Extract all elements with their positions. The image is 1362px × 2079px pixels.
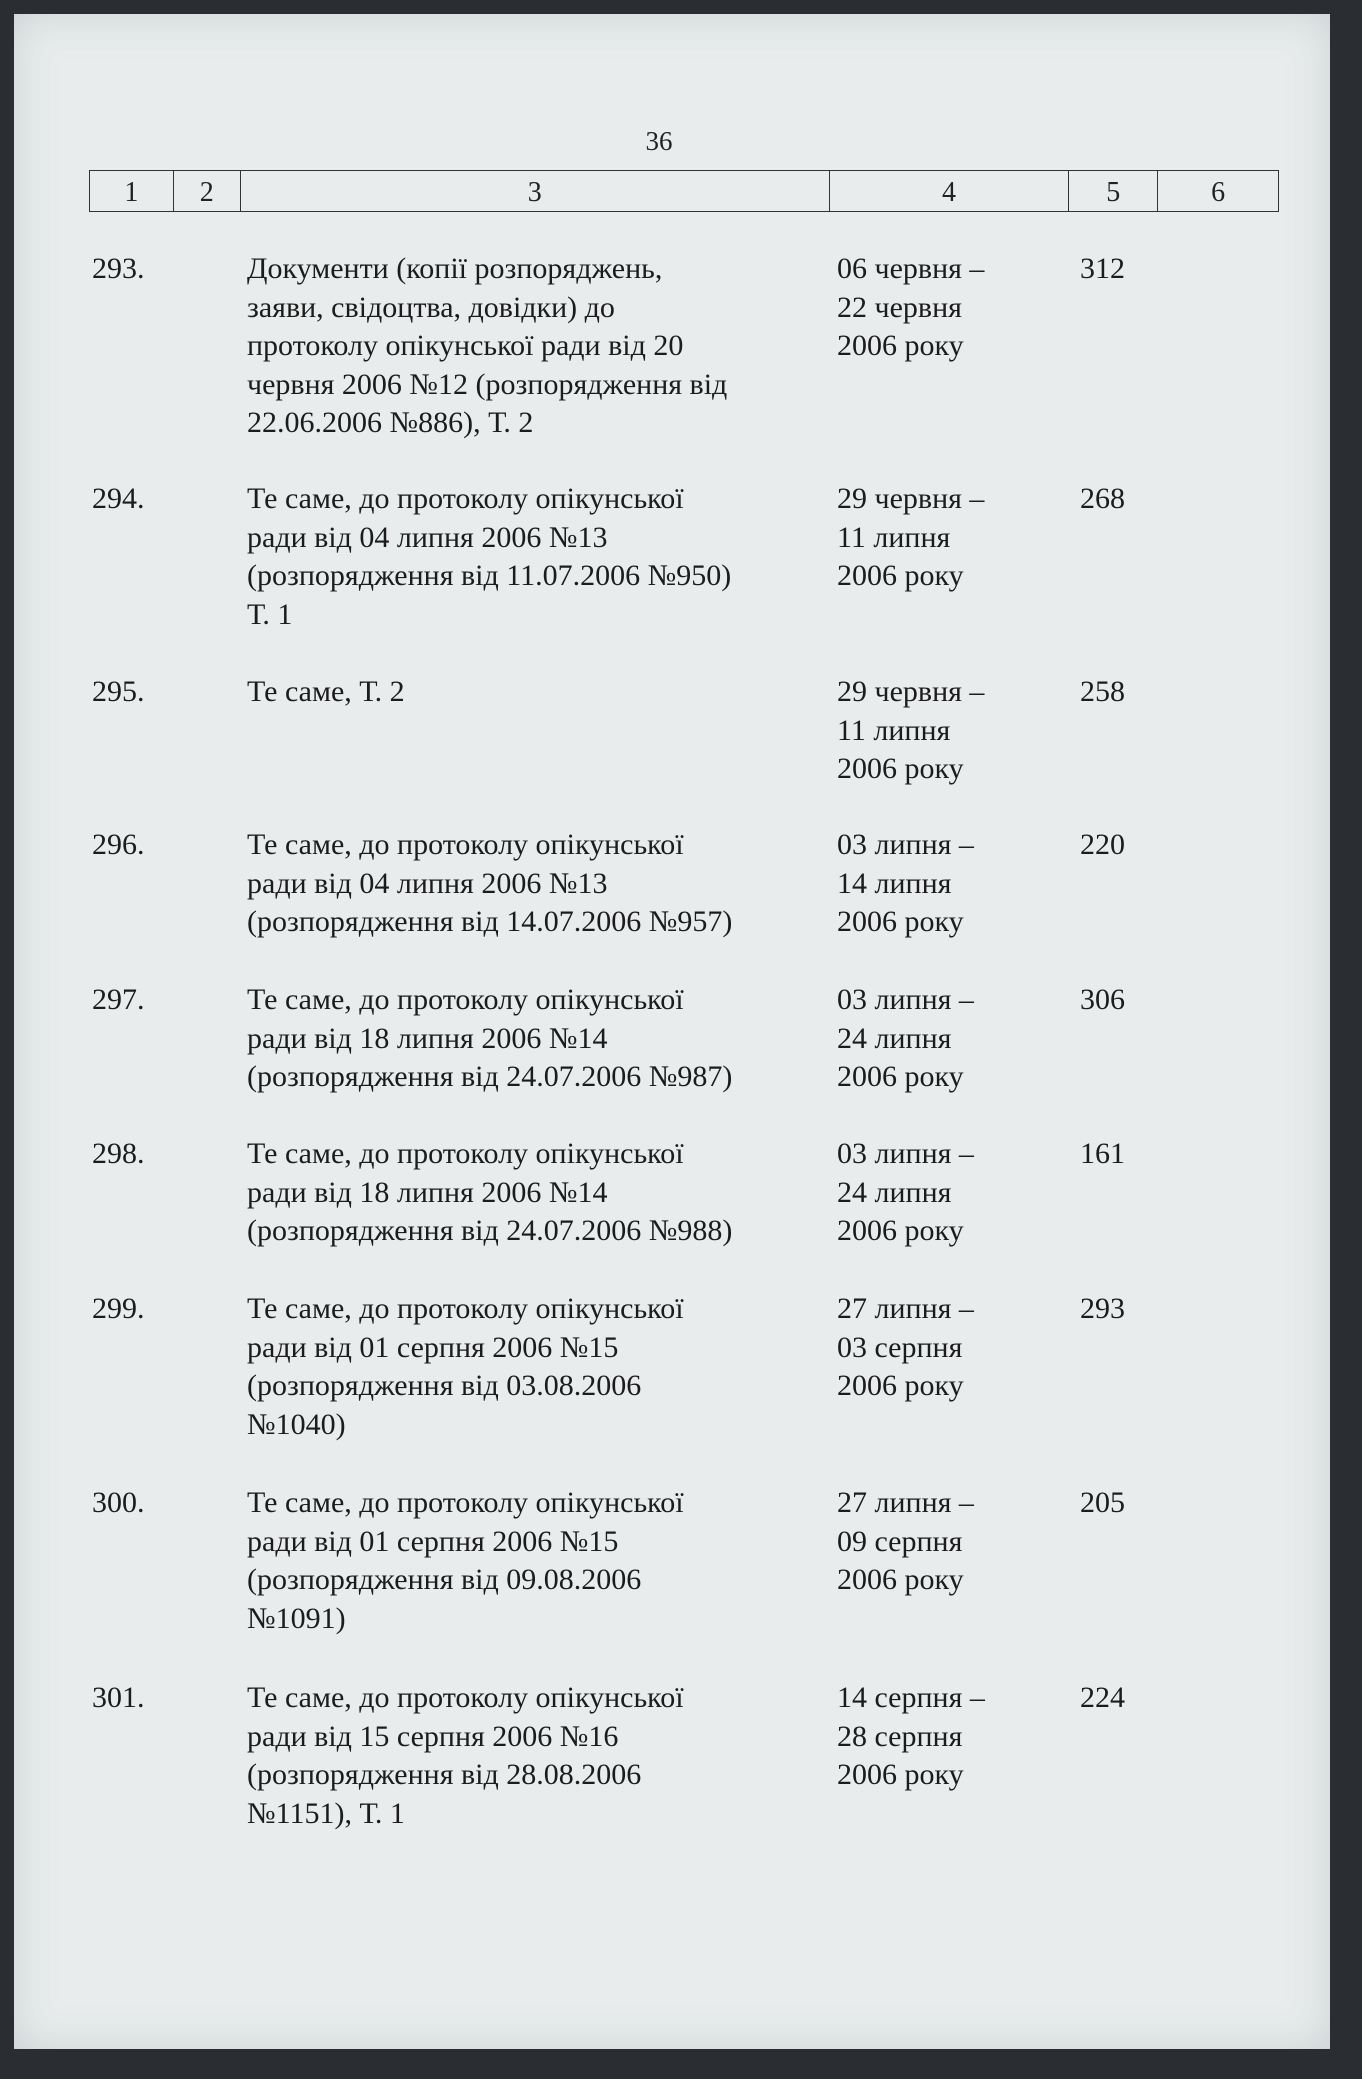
entry-number: 293. <box>92 252 145 285</box>
description-line: протоколу опікунської ради від 20 <box>247 329 684 362</box>
column-header-3: 3 <box>241 171 830 211</box>
column-header-6: 6 <box>1211 177 1226 208</box>
date-line: 11 липня <box>837 520 951 554</box>
entry-dates <box>837 1135 1037 1251</box>
entry-description <box>247 673 837 712</box>
column-header-1: 1 <box>90 171 174 211</box>
document-page <box>14 14 1330 2049</box>
description-line: (розпорядження від 14.07.2006 №957) <box>247 905 733 938</box>
date-line: 14 липня <box>837 866 952 900</box>
description-line: №1091) <box>247 1601 346 1635</box>
date-line: 2006 року <box>837 1369 964 1402</box>
entry-page-count: 224 <box>1080 1681 1125 1714</box>
description-line: Те саме, до протоколу опікунської <box>247 1292 684 1325</box>
entry-number: 296. <box>92 828 145 861</box>
date-line: 2006 року <box>837 1758 964 1791</box>
date-line: 29 червня – <box>837 482 985 515</box>
description-line: Т. 1 <box>247 597 293 631</box>
entry-page-count: 312 <box>1080 252 1125 285</box>
date-line: 22 червня <box>837 290 962 324</box>
description-line: №1040) <box>247 1407 346 1441</box>
description-line: ради від 04 липня 2006 №13 <box>247 866 608 900</box>
date-line: 03 серпня <box>837 1330 963 1364</box>
description-line: (розпорядження від 03.08.2006 <box>247 1369 642 1402</box>
date-line: 2006 року <box>837 329 964 362</box>
date-line: 27 липня – <box>837 1292 974 1325</box>
entry-page-count: 268 <box>1080 482 1125 515</box>
date-line: 24 липня <box>837 1175 952 1209</box>
description-line: (розпорядження від 09.08.2006 <box>247 1563 642 1596</box>
entry-page-count: 306 <box>1080 983 1125 1016</box>
entry-description <box>247 480 837 634</box>
description-line: Те саме, до протоколу опікунської <box>247 1137 684 1170</box>
description-line: Те саме, до протоколу опікунської <box>247 1681 684 1714</box>
entry-page-count: 293 <box>1080 1292 1125 1325</box>
description-line: Те саме, Т. 2 <box>247 675 405 708</box>
date-line: 03 липня – <box>837 828 974 861</box>
description-line: №1151), Т. 1 <box>247 1796 405 1830</box>
entry-number: 299. <box>92 1292 145 1325</box>
date-line: 2006 року <box>837 905 964 938</box>
entry-number: 300. <box>92 1486 145 1519</box>
entry-number: 294. <box>92 482 145 515</box>
description-line: Те саме, до протоколу опікунської <box>247 482 684 515</box>
date-line: 11 липня <box>837 713 951 747</box>
entry-page-count: 220 <box>1080 828 1125 861</box>
column-header-4: 4 <box>830 171 1070 211</box>
date-line: 06 червня – <box>837 252 985 285</box>
entry-dates <box>837 250 1037 366</box>
description-line: Те саме, до протоколу опікунської <box>247 983 684 1016</box>
date-line: 2006 року <box>837 559 964 592</box>
entry-number: 297. <box>92 983 145 1016</box>
entry-number: 295. <box>92 675 145 708</box>
page-number: 36 <box>645 126 673 156</box>
description-line: ради від 15 серпня 2006 №16 <box>247 1719 619 1753</box>
column-header-2: 2 <box>174 171 241 211</box>
description-line: ради від 04 липня 2006 №13 <box>247 520 608 554</box>
date-line: 03 липня – <box>837 983 974 1016</box>
date-line: 29 червня – <box>837 675 985 708</box>
date-line: 2006 року <box>837 752 964 785</box>
column-header-row <box>89 170 1279 212</box>
entry-number: 298. <box>92 1137 145 1170</box>
entry-dates <box>837 673 1037 789</box>
entry-page-count: 205 <box>1080 1486 1125 1519</box>
description-line: (розпорядження від 24.07.2006 №988) <box>247 1214 733 1247</box>
date-line: 03 липня – <box>837 1137 974 1170</box>
description-line: (розпорядження від 28.08.2006 <box>247 1758 642 1791</box>
date-line: 24 липня <box>837 1021 952 1055</box>
entry-description <box>247 981 837 1097</box>
description-line: ради від 01 серпня 2006 №15 <box>247 1330 619 1364</box>
description-line: Документи (копії розпоряджень, <box>247 252 663 285</box>
description-line: червня 2006 №12 (розпорядження від <box>247 367 728 401</box>
entry-description <box>247 826 837 942</box>
date-line: 14 серпня – <box>837 1681 985 1714</box>
date-line: 2006 року <box>837 1060 964 1093</box>
entry-description <box>247 1135 837 1251</box>
entry-description <box>247 1290 837 1444</box>
entry-dates <box>837 1484 1037 1600</box>
entry-dates <box>837 981 1037 1097</box>
entry-dates <box>837 826 1037 942</box>
entry-page-count: 258 <box>1080 675 1125 708</box>
entry-dates <box>837 1290 1037 1406</box>
entry-description <box>247 250 837 443</box>
date-line: 27 липня – <box>837 1486 974 1519</box>
description-line: (розпорядження від 11.07.2006 №950) <box>247 559 732 592</box>
description-line: 22.06.2006 №886), Т. 2 <box>247 406 534 439</box>
description-line: ради від 18 липня 2006 №14 <box>247 1021 608 1055</box>
description-line: ради від 01 серпня 2006 №15 <box>247 1524 619 1558</box>
date-line: 2006 року <box>837 1563 964 1596</box>
column-header-5: 5 <box>1069 171 1158 211</box>
entry-dates <box>837 1679 1037 1795</box>
date-line: 2006 року <box>837 1214 964 1247</box>
description-line: Те саме, до протоколу опікунської <box>247 828 684 861</box>
entry-description <box>247 1679 837 1833</box>
entry-number: 301. <box>92 1681 145 1714</box>
entry-dates <box>837 480 1037 596</box>
description-line: заяви, свідоцтва, довідки) до <box>247 290 615 324</box>
description-line: Те саме, до протоколу опікунської <box>247 1486 684 1519</box>
date-line: 28 серпня <box>837 1719 963 1753</box>
entry-page-count: 161 <box>1080 1137 1125 1170</box>
entry-description <box>247 1484 837 1638</box>
description-line: ради від 18 липня 2006 №14 <box>247 1175 608 1209</box>
description-line: (розпорядження від 24.07.2006 №987) <box>247 1060 733 1093</box>
date-line: 09 серпня <box>837 1524 963 1558</box>
